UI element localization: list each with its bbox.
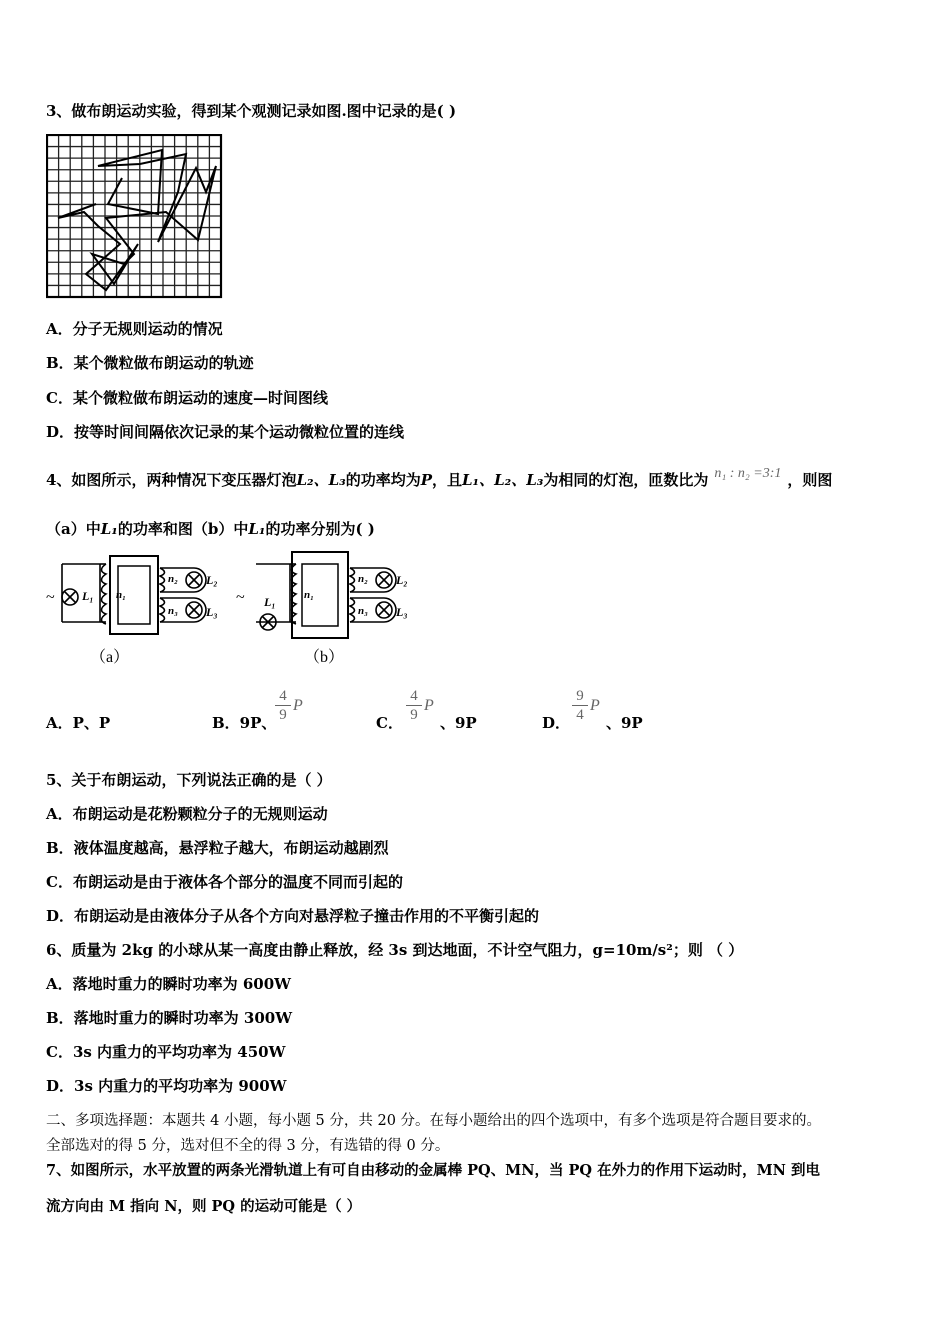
q6-stem: 6、质量为 2kg 的小球从某一高度由静止释放，经 3s 到达地面，不计空气阻力，g=10m/s²；则 （ ） — [46, 941, 744, 959]
q4-option-c-var: P — [424, 697, 434, 714]
q4-option-c[interactable]: C． — [376, 714, 403, 732]
transformer-figure-a — [44, 550, 234, 670]
q4-option-c-post: 、9P — [440, 714, 477, 732]
q6-option-c[interactable]: C．3s 内重力的平均功率为 450W — [46, 1043, 286, 1061]
q4-option-b-var: P — [293, 697, 303, 714]
label-n3-a: n₃ — [168, 605, 178, 617]
q5-option-d[interactable]: D．布朗运动是由液体分子从各个方向对悬浮粒子撞击作用的不平衡引起的 — [46, 907, 540, 925]
q3-option-a[interactable]: A．分子无规则运动的情况 — [46, 320, 223, 338]
label-L2-a: L₂ — [206, 573, 218, 587]
turns-ratio: n₁ : n₂ =3:1 — [714, 466, 782, 481]
q3-option-d[interactable]: D．按等时间间隔依次记录的某个运动微粒位置的连线 — [46, 423, 405, 441]
label-n2-b: n₂ — [358, 573, 368, 585]
label-n1-b: n₁ — [304, 589, 314, 601]
q4-stem-line1: 4、如图所示，两种情况下变压器灯泡L₂、L₃的功率均为P，且L₁、L₂、L₃为相同的灯泡，匝数比为 n₁ : n₂ =3:1 ，则图 — [46, 466, 833, 489]
label-L1-b: L₁ — [264, 595, 276, 609]
section2-heading-line2: 全部选对的得 5 分，选对但不全的得 3 分，有选错的得 0 分。 — [46, 1138, 450, 1154]
q4-stem-line2: （a）中L₁的功率和图（b）中L₁的功率分别为( ) — [46, 520, 375, 538]
q7-stem-line2: 流方向由 M 指向 N，则 PQ 的运动可能是（ ） — [46, 1198, 362, 1215]
caption-a: （a） — [90, 649, 130, 666]
q3-option-b[interactable]: B．某个微粒做布朗运动的轨迹 — [46, 354, 254, 372]
q4-option-d[interactable]: D． — [542, 714, 571, 732]
q5-stem: 5、关于布朗运动，下列说法正确的是（ ） — [46, 771, 332, 789]
label-n3-b: n₃ — [358, 605, 368, 617]
q4-option-a[interactable]: A．P、P — [46, 714, 111, 732]
caption-b: （b） — [304, 649, 345, 666]
section2-heading-line1: 二、多项选择题：本题共 4 小题，每小题 5 分，共 20 分。在每小题给出的四个选项中，有多个选项是符合题目要求的。 — [46, 1113, 822, 1129]
q6-option-d[interactable]: D．3s 内重力的平均功率为 900W — [46, 1077, 287, 1095]
ac-source-b: ~ — [236, 589, 245, 606]
q4-option-d-fraction: 9 4 — [572, 688, 588, 723]
label-L2-b: L₂ — [396, 573, 408, 587]
transformer-figure-b — [234, 550, 424, 670]
label-n1-a: n₁ — [116, 589, 126, 601]
q5-option-c[interactable]: C．布朗运动是由于液体各个部分的温度不同而引起的 — [46, 873, 403, 891]
q5-option-a[interactable]: A．布朗运动是花粉颗粒分子的无规则运动 — [46, 805, 328, 823]
q4-option-c-fraction: 4 9 — [406, 688, 422, 723]
q6-option-b[interactable]: B．落地时重力的瞬时功率为 300W — [46, 1009, 293, 1027]
label-n2-a: n₂ — [168, 573, 178, 585]
q6-option-a[interactable]: A．落地时重力的瞬时功率为 600W — [46, 975, 292, 993]
label-L3-a: L₃ — [206, 605, 218, 619]
q7-stem-line1: 7、如图所示，水平放置的两条光滑轨道上有可自由移动的金属棒 PQ、MN，当 PQ 在外力的作用下运动时，MN 到电 — [46, 1162, 820, 1179]
ac-source-a: ~ — [46, 589, 55, 606]
q3-stem: 3、做布朗运动实验，得到某个观测记录如图.图中记录的是( ) — [46, 102, 457, 120]
q3-option-c[interactable]: C．某个微粒做布朗运动的速度—时间图线 — [46, 389, 328, 407]
label-L1-a: L₁ — [82, 589, 94, 603]
label-L3-b: L₃ — [396, 605, 408, 619]
q5-option-b[interactable]: B．液体温度越高，悬浮粒子越大，布朗运动越剧烈 — [46, 839, 389, 857]
brownian-grid-figure — [46, 134, 224, 300]
q4-option-d-post: 、9P — [606, 714, 643, 732]
q4-option-b[interactable]: B．9P、 — [212, 714, 277, 732]
q4-option-d-var: P — [590, 697, 600, 714]
q4-option-b-fraction: 4 9 — [275, 688, 291, 723]
